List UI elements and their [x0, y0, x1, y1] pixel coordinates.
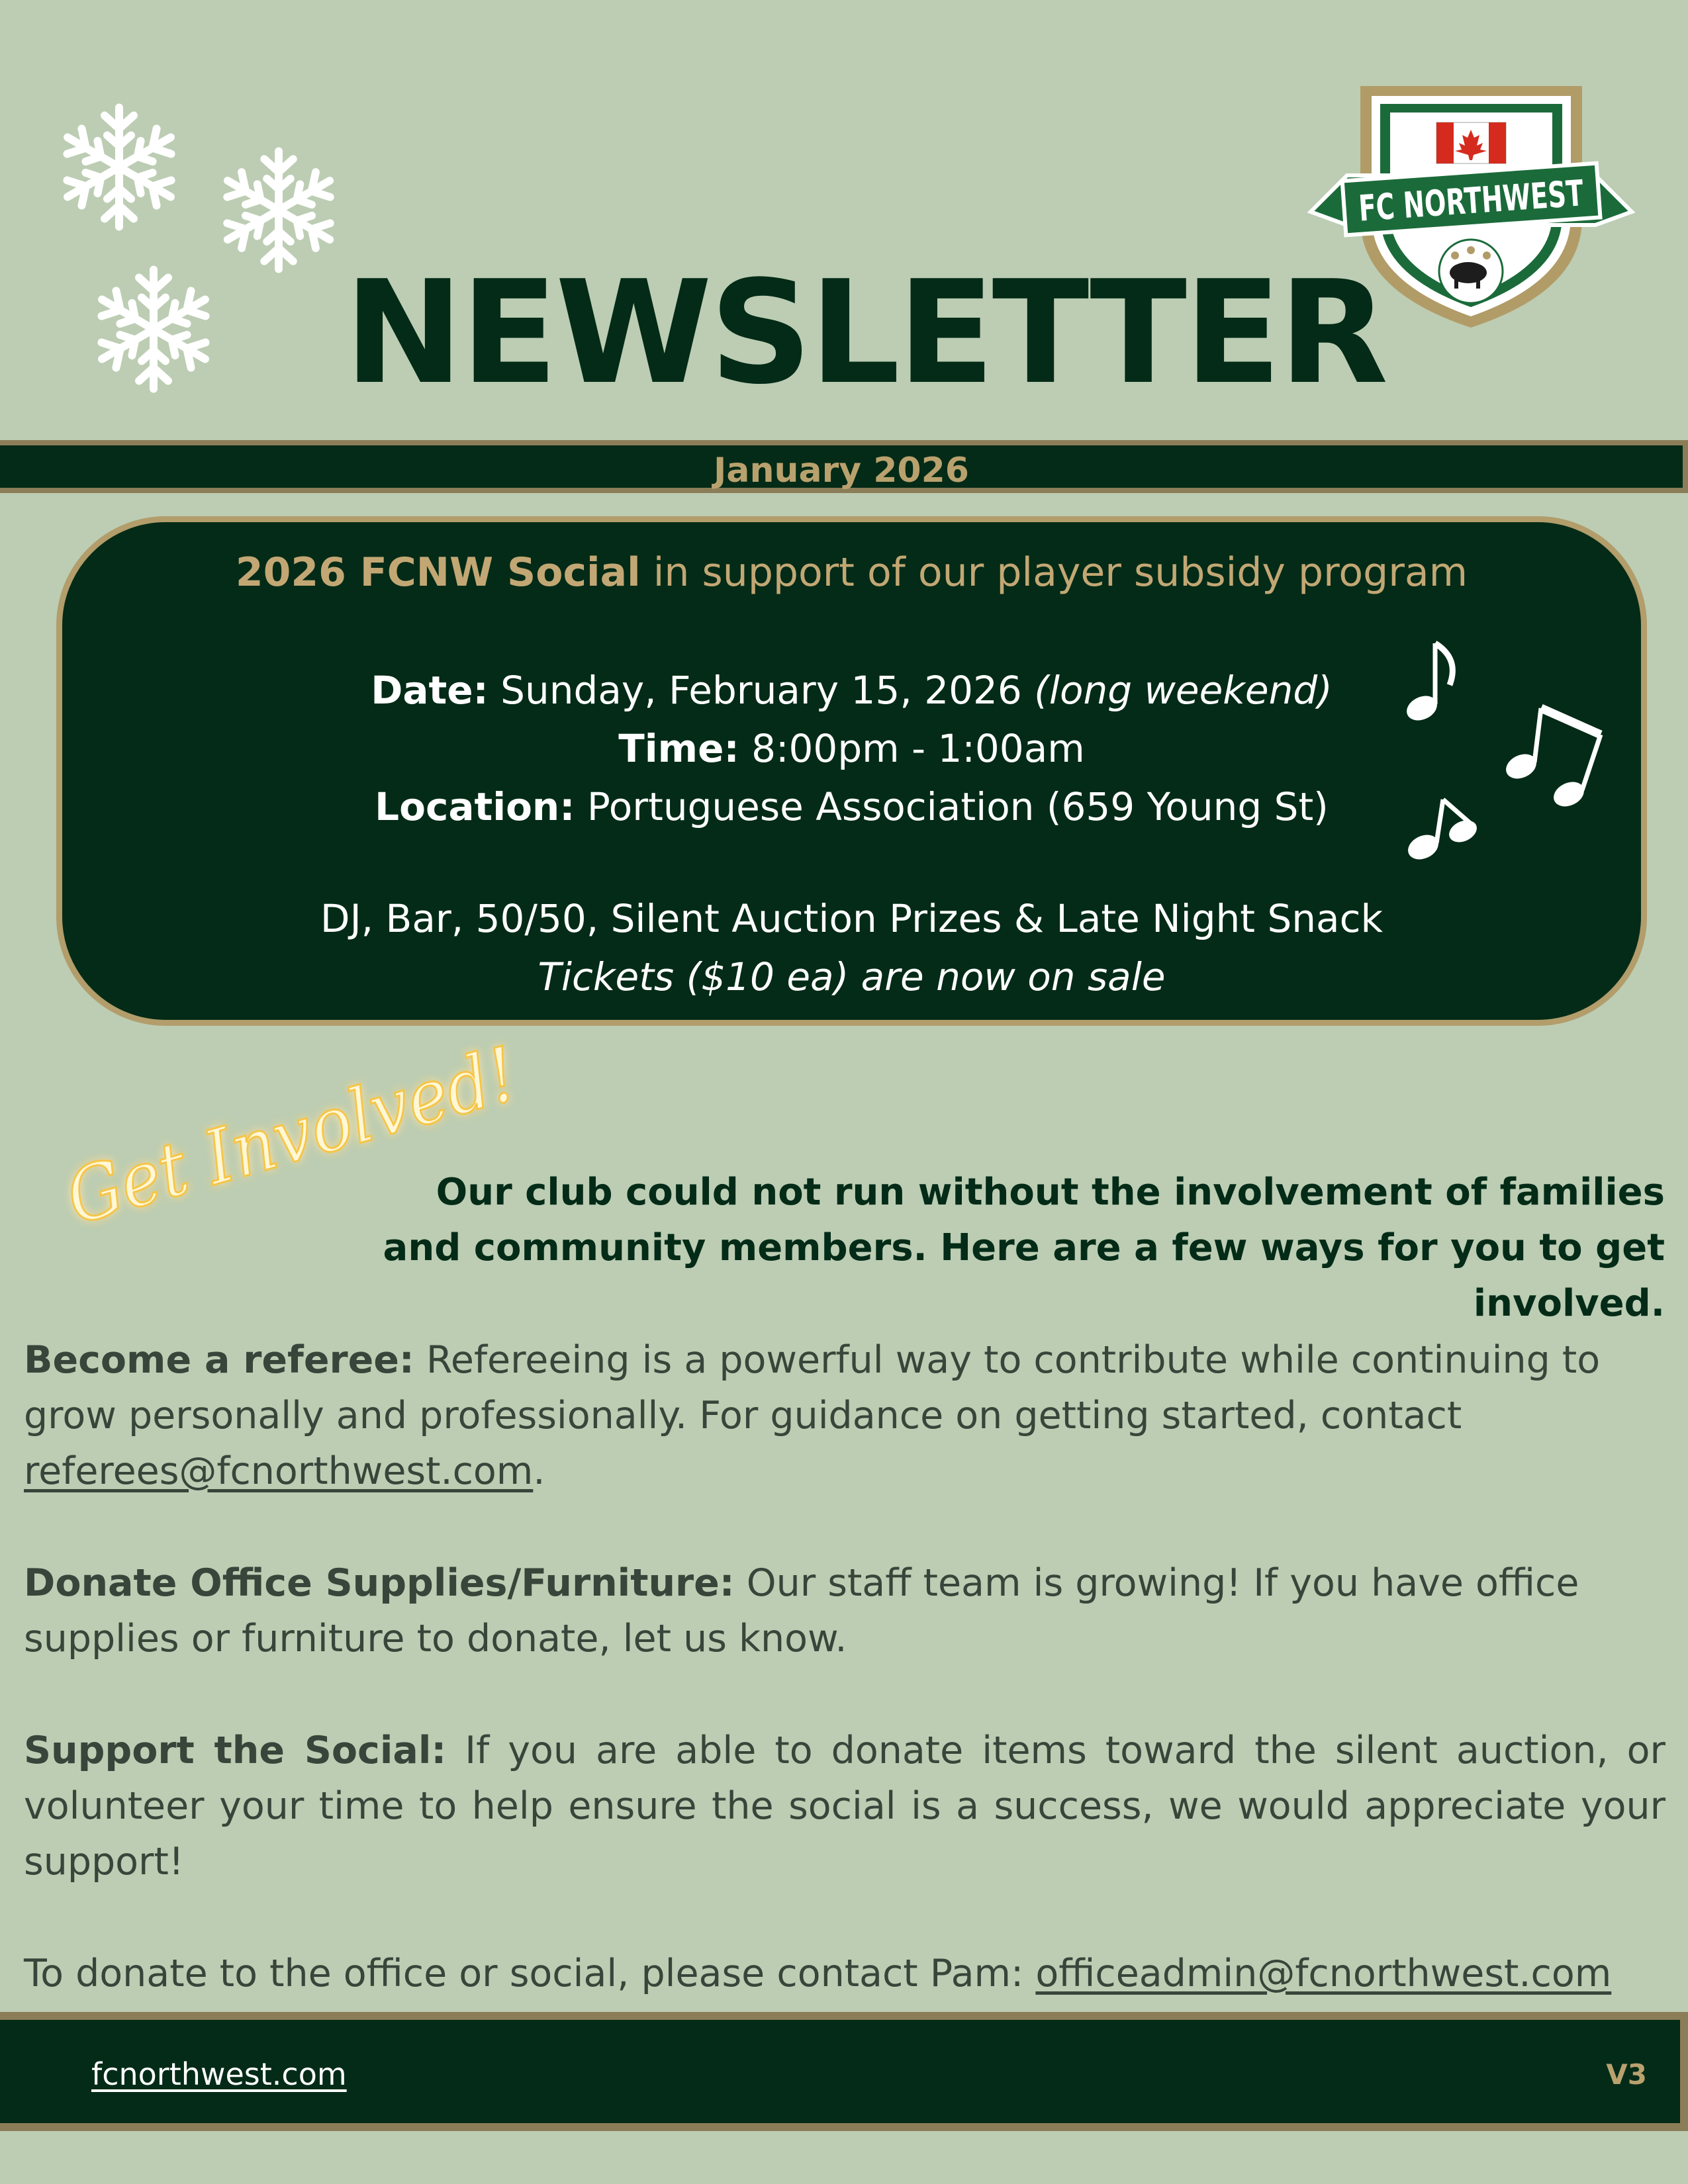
- website-link[interactable]: fcnorthwest.com: [91, 2056, 347, 2092]
- social-headline: [62, 549, 1641, 596]
- newsletter-title: NEWSLETTER: [344, 250, 1386, 416]
- involvement-intro: [179, 1165, 1665, 1332]
- referee-label: Become a referee:: [24, 1338, 414, 1382]
- donate-label: Donate Office Supplies/Furniture:: [24, 1561, 735, 1605]
- support-label: Support the Social:: [24, 1729, 447, 1772]
- snowflake-icon: [213, 139, 344, 281]
- snowflake-icon: [53, 96, 185, 238]
- intro-line-1: Our club could not run without the involvement of families: [436, 1171, 1665, 1214]
- get-involved-text: Get Involved!: [57, 1019, 569, 1242]
- music-notes-icon: [1397, 635, 1622, 874]
- time-label: Time:: [618, 726, 739, 771]
- contact-text: To donate to the office or social, please contact Pam:: [24, 1952, 1036, 1995]
- donate-section: [24, 1555, 1665, 1666]
- issue-date: January 2026: [714, 451, 969, 490]
- support-section: [24, 1723, 1665, 1889]
- social-title: 2026 FCNW Social: [235, 549, 641, 596]
- event-features: DJ, Bar, 50/50, Silent Auction Prizes & Late Night Snack: [320, 896, 1383, 941]
- location-label: Location:: [375, 784, 575, 829]
- date-banner: [0, 440, 1688, 493]
- referee-text: Refereeing is a powerful way to contribute while continuing to grow personally and professionally. For guidance on getting started, contact: [24, 1338, 1601, 1437]
- footer: [0, 2012, 1688, 2131]
- date-label: Date:: [371, 668, 489, 713]
- time-value: 8:00pm - 1:00am: [739, 726, 1085, 771]
- donate-text: Our staff team is growing! If you have office supplies or furniture to donate, let us know.: [24, 1561, 1579, 1661]
- referee-section: [24, 1332, 1665, 1499]
- social-subtitle: in support of our player subsidy program: [640, 549, 1468, 596]
- referee-end: .: [533, 1449, 545, 1493]
- contact-section: [24, 1946, 1665, 2001]
- date-note: (long weekend): [1034, 668, 1333, 713]
- date-value: Sunday, February 15, 2026: [488, 668, 1035, 713]
- contact-email-link[interactable]: officeadmin@fcnorthwest.com: [1035, 1952, 1612, 1995]
- version-label: V3: [1606, 2058, 1647, 2091]
- logo-text: FC NORTHWEST: [1357, 165, 1677, 230]
- intro-line-2: and community members. Here are a few ways for you to get involved.: [383, 1226, 1665, 1325]
- referee-email-link[interactable]: referees@fcnorthwest.com: [24, 1449, 534, 1493]
- social-extras: [62, 889, 1641, 1006]
- snowflake-icon: [87, 258, 220, 400]
- location-value: Portuguese Association (659 Young St): [575, 784, 1329, 829]
- support-text: If you are able to donate items toward the silent auction, or volunteer your time to help ensure the social is a success, we would appreciate your support!: [24, 1729, 1665, 1884]
- ticket-info: Tickets ($10 ea) are now on sale: [538, 954, 1166, 999]
